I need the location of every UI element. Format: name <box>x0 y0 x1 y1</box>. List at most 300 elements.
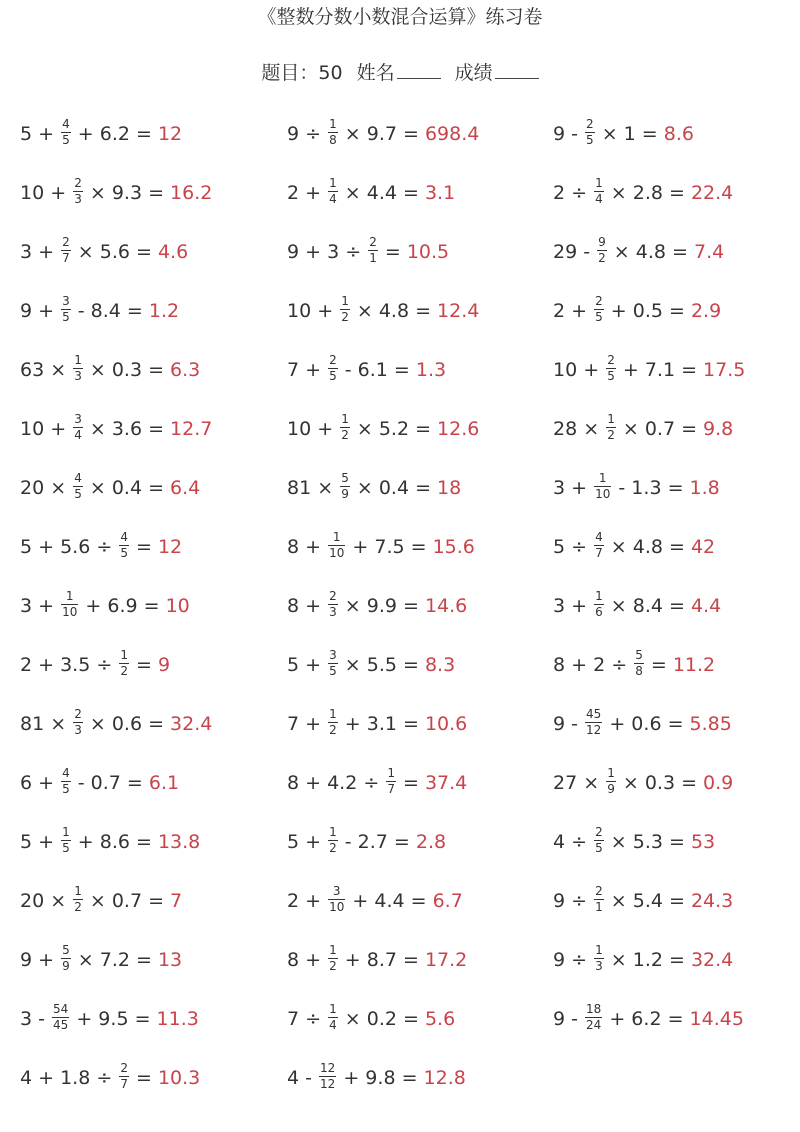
expression-text: 28 × <box>553 417 606 440</box>
fraction-denominator: 5 <box>62 782 70 796</box>
fraction <box>585 708 602 737</box>
expression-text: 20 × <box>20 889 73 912</box>
fraction-denominator: 8 <box>329 133 337 147</box>
problem-item <box>553 458 720 517</box>
answer-value: 8.3 <box>424 653 456 676</box>
expression-text: × 0.3 = <box>83 358 171 381</box>
fraction-denominator: 2 <box>120 664 128 678</box>
fraction <box>61 944 71 973</box>
fraction <box>61 118 71 147</box>
fraction-denominator: 9 <box>62 959 70 973</box>
answer-value: 1.2 <box>148 299 180 322</box>
fraction-denominator: 3 <box>74 369 82 383</box>
fraction-denominator: 5 <box>595 841 603 855</box>
fraction-numerator: 1 <box>595 589 603 603</box>
expression-text: 9 ÷ <box>287 122 328 145</box>
fraction <box>594 944 604 973</box>
expression-text: - 6.1 = <box>338 358 416 381</box>
fraction-numerator: 45 <box>586 707 602 721</box>
expression-text: 10 + <box>20 417 73 440</box>
problem-item <box>287 340 446 399</box>
expression-text: + 7.5 = <box>346 535 433 558</box>
fraction-denominator: 10 <box>329 546 345 560</box>
expression-text: 4 - <box>287 1066 319 1089</box>
expression-text: 9 + <box>20 948 61 971</box>
fraction-numerator: 2 <box>329 589 337 603</box>
fraction <box>594 590 604 619</box>
answer-value: 10.5 <box>406 240 450 263</box>
expression-text: × 2.8 = <box>604 181 691 204</box>
fraction-numerator: 1 <box>329 943 337 957</box>
expression-text: 9 - <box>553 122 585 145</box>
expression-text: 9 + <box>20 299 61 322</box>
fraction <box>340 295 350 324</box>
problem-row <box>0 104 800 163</box>
answer-value: 11.3 <box>156 1007 199 1030</box>
answer-value: 22.4 <box>690 181 734 204</box>
fraction-numerator: 5 <box>62 943 70 957</box>
expression-text: 5 + <box>287 830 328 853</box>
problem-item <box>287 635 455 694</box>
problem-item <box>553 222 724 281</box>
fraction-denominator: 2 <box>341 428 349 442</box>
fraction-denominator: 5 <box>62 133 70 147</box>
fraction <box>597 236 607 265</box>
fraction-denominator: 45 <box>53 1018 69 1032</box>
fraction-denominator: 10 <box>595 487 611 501</box>
problem-item <box>20 930 182 989</box>
expression-text: × 4.4 = <box>338 181 425 204</box>
fraction-numerator: 1 <box>341 412 349 426</box>
fraction-numerator: 1 <box>120 648 128 662</box>
fraction-numerator: 1 <box>598 471 607 485</box>
expression-text: + 8.7 = <box>338 948 425 971</box>
fraction-denominator: 7 <box>62 251 70 265</box>
problem-row <box>0 576 800 635</box>
fraction-denominator: 5 <box>586 133 594 147</box>
fraction-numerator: 4 <box>120 530 128 544</box>
expression-text: = <box>644 653 673 676</box>
score-blank[interactable] <box>495 64 539 79</box>
fraction-numerator: 1 <box>607 412 615 426</box>
answer-value: 7 <box>170 889 183 912</box>
problem-row <box>0 222 800 281</box>
problem-item <box>553 517 715 576</box>
expression-text: 2 + <box>287 181 328 204</box>
expression-text: × 0.7 = <box>83 889 171 912</box>
expression-text: 5 + <box>20 122 61 145</box>
fraction-denominator: 5 <box>595 310 603 324</box>
answer-value: 53 <box>690 830 716 853</box>
fraction-denominator: 2 <box>74 900 82 914</box>
fraction <box>119 531 129 560</box>
problem-item <box>287 576 467 635</box>
expression-text: 10 + <box>287 417 340 440</box>
expression-text: × 5.5 = <box>338 653 425 676</box>
expression-text: 5 ÷ <box>553 535 594 558</box>
problem-item <box>553 989 744 1048</box>
fraction-denominator: 5 <box>62 310 70 324</box>
expression-text: + 9.8 = <box>337 1066 424 1089</box>
fraction <box>328 944 338 973</box>
name-label: 姓名 <box>356 62 395 84</box>
answer-value: 4.4 <box>690 594 722 617</box>
fraction-denominator: 5 <box>74 487 82 501</box>
fraction <box>594 177 604 206</box>
expression-text: + 6.9 = <box>79 594 166 617</box>
fraction-numerator: 9 <box>598 235 606 249</box>
fraction <box>634 649 644 678</box>
problem-item <box>20 871 182 930</box>
problem-item <box>20 812 200 871</box>
problem-item <box>287 222 449 281</box>
expression-text: 8 + 2 ÷ <box>553 653 634 676</box>
fraction <box>328 826 338 855</box>
problem-item <box>20 517 182 576</box>
fraction-numerator: 2 <box>369 235 377 249</box>
problem-item <box>287 694 467 753</box>
fraction-numerator: 1 <box>74 884 82 898</box>
fraction <box>73 885 83 914</box>
fraction-denominator: 5 <box>607 369 615 383</box>
answer-value: 2.8 <box>415 830 447 853</box>
fraction <box>61 236 71 265</box>
problem-row <box>0 281 800 340</box>
fraction <box>328 885 345 914</box>
problem-item <box>20 399 212 458</box>
name-blank[interactable] <box>397 64 441 79</box>
fraction-numerator: 2 <box>120 1061 128 1075</box>
expression-text: × 4.8 = <box>607 240 694 263</box>
problem-item <box>553 930 733 989</box>
fraction-numerator: 18 <box>586 1002 602 1016</box>
expression-text: × 4.8 = <box>350 299 438 322</box>
expression-text: 10 + <box>287 299 340 322</box>
answer-value: 13 <box>157 948 183 971</box>
problem-item <box>553 753 733 812</box>
problem-row <box>0 399 800 458</box>
fraction <box>119 649 129 678</box>
fraction-numerator: 1 <box>387 766 395 780</box>
fraction <box>594 295 604 324</box>
problem-grid <box>0 104 800 1114</box>
fraction <box>594 531 604 560</box>
expression-text: 9 + 3 ÷ <box>287 240 368 263</box>
fraction <box>328 118 338 147</box>
expression-text: 7 + <box>287 712 328 735</box>
answer-value: 10.6 <box>424 712 468 735</box>
fraction-denominator: 9 <box>341 487 349 501</box>
expression-text: 4 ÷ <box>553 830 594 853</box>
expression-text: - 8.4 = <box>71 299 149 322</box>
fraction-numerator: 1 <box>329 1002 337 1016</box>
answer-value: 37.4 <box>424 771 468 794</box>
problem-item <box>20 753 179 812</box>
answer-value: 3.1 <box>424 181 456 204</box>
problem-row <box>0 340 800 399</box>
expression-text: 81 × <box>287 476 340 499</box>
expression-text: 9 - <box>553 1007 585 1030</box>
expression-text: × 9.9 = <box>338 594 425 617</box>
fraction-denominator: 3 <box>74 723 82 737</box>
fraction-numerator: 4 <box>74 471 82 485</box>
fraction-denominator: 2 <box>329 723 337 737</box>
answer-value: 42 <box>690 535 716 558</box>
fraction-numerator: 1 <box>74 353 82 367</box>
problem-item <box>287 458 461 517</box>
fraction-numerator: 12 <box>320 1061 336 1075</box>
fraction <box>61 295 71 324</box>
problem-item <box>20 635 170 694</box>
expression-text: - 1.3 = <box>612 476 690 499</box>
expression-text: × 5.4 = <box>604 889 691 912</box>
problem-row <box>0 753 800 812</box>
fraction <box>328 649 338 678</box>
answer-value: 11.2 <box>672 653 716 676</box>
problem-item <box>20 340 200 399</box>
expression-text: + 0.6 = <box>603 712 690 735</box>
expression-text: 8 + 4.2 ÷ <box>287 771 386 794</box>
answer-value: 9.8 <box>703 417 734 440</box>
fraction-denominator: 3 <box>329 605 337 619</box>
problem-item <box>287 399 479 458</box>
problem-item <box>20 104 182 163</box>
fraction-denominator: 10 <box>329 900 345 914</box>
fraction-denominator: 7 <box>387 782 395 796</box>
problem-item <box>287 930 467 989</box>
fraction-numerator: 4 <box>62 117 70 131</box>
fraction <box>594 885 604 914</box>
expression-text: 9 ÷ <box>553 948 594 971</box>
fraction-numerator: 2 <box>595 825 603 839</box>
fraction-numerator: 2 <box>586 117 594 131</box>
expression-text: × 5.2 = <box>350 417 438 440</box>
expression-text: 7 + <box>287 358 328 381</box>
fraction <box>73 472 83 501</box>
answer-value: 12 <box>157 122 183 145</box>
answer-value: 5.6 <box>424 1007 456 1030</box>
expression-text: × 0.3 = <box>616 771 704 794</box>
fraction-denominator: 12 <box>320 1077 336 1091</box>
expression-text: × 5.3 = <box>604 830 691 853</box>
problem-item <box>553 635 715 694</box>
expression-text: × 0.7 = <box>616 417 704 440</box>
fraction-numerator: 2 <box>607 353 615 367</box>
answer-value: 6.1 <box>148 771 180 794</box>
problem-row <box>0 635 800 694</box>
fraction <box>606 413 616 442</box>
fraction-denominator: 4 <box>74 428 82 442</box>
expression-text: × 9.3 = <box>83 181 171 204</box>
problem-item <box>553 104 694 163</box>
fraction-denominator: 10 <box>62 605 78 619</box>
answer-value: 18 <box>437 476 462 499</box>
expression-text: = <box>378 240 407 263</box>
answer-value: 32.4 <box>690 948 734 971</box>
answer-value: 6.4 <box>170 476 201 499</box>
fraction-denominator: 4 <box>329 1018 337 1032</box>
fraction <box>328 177 338 206</box>
fraction-denominator: 5 <box>62 841 70 855</box>
expression-text: + 4.4 = <box>346 889 433 912</box>
expression-text: × 0.4 = <box>350 476 438 499</box>
answer-value: 10.3 <box>157 1066 201 1089</box>
answer-value: 12.4 <box>437 299 480 322</box>
worksheet-info <box>0 58 800 85</box>
fraction-numerator: 1 <box>595 943 603 957</box>
expression-text: × 9.7 = <box>338 122 425 145</box>
answer-value: 32.4 <box>170 712 213 735</box>
expression-text: 2 ÷ <box>553 181 594 204</box>
expression-text: 6 + <box>20 771 61 794</box>
fraction <box>340 413 350 442</box>
fraction <box>340 472 350 501</box>
expression-text: 2 + <box>553 299 594 322</box>
fraction-numerator: 1 <box>341 294 349 308</box>
fraction <box>61 826 71 855</box>
expression-text: - 0.7 = <box>71 771 149 794</box>
expression-text: × 5.6 = <box>71 240 158 263</box>
problem-row <box>0 930 800 989</box>
expression-text: × 0.2 = <box>338 1007 425 1030</box>
fraction-numerator: 1 <box>595 176 603 190</box>
fraction-denominator: 24 <box>586 1018 602 1032</box>
expression-text: 7 ÷ <box>287 1007 328 1030</box>
answer-value: 1.8 <box>689 476 720 499</box>
fraction-denominator: 1 <box>369 251 377 265</box>
answer-value: 2.9 <box>690 299 722 322</box>
problem-item <box>553 163 733 222</box>
problem-item <box>287 517 475 576</box>
problem-item <box>20 989 199 1048</box>
answer-value: 14.6 <box>424 594 468 617</box>
fraction-numerator: 2 <box>62 235 70 249</box>
expression-text: 3 + <box>553 476 594 499</box>
problem-item <box>553 576 721 635</box>
fraction-denominator: 2 <box>341 310 349 324</box>
problem-row <box>0 989 800 1048</box>
problem-item <box>287 1048 466 1107</box>
fraction-numerator: 1 <box>607 766 615 780</box>
expression-text: 8 + <box>287 594 328 617</box>
fraction <box>73 177 83 206</box>
fraction-numerator: 3 <box>62 294 70 308</box>
problem-count-value: 50 <box>318 62 343 84</box>
fraction <box>328 354 338 383</box>
problem-item <box>553 871 733 930</box>
fraction-denominator: 4 <box>595 192 603 206</box>
problem-item <box>20 163 212 222</box>
score-label: 成绩 <box>454 62 493 84</box>
fraction <box>594 826 604 855</box>
answer-value: 14.45 <box>689 1007 744 1030</box>
fraction-denominator: 5 <box>329 664 337 678</box>
problem-item <box>553 340 745 399</box>
worksheet-title: 《整数分数小数混合运算》练习卷 <box>257 6 543 28</box>
fraction-numerator: 4 <box>595 530 603 544</box>
fraction <box>585 1003 602 1032</box>
answer-value: 1.3 <box>415 358 447 381</box>
answer-value: 7.4 <box>693 240 725 263</box>
expression-text: × 4.8 = <box>604 535 691 558</box>
answer-value: 15.6 <box>432 535 475 558</box>
expression-text: × 0.6 = <box>83 712 171 735</box>
fraction-numerator: 2 <box>329 353 337 367</box>
expression-text: = <box>396 771 425 794</box>
answer-value: 8.6 <box>663 122 694 145</box>
fraction-numerator: 54 <box>53 1002 69 1016</box>
answer-value: 17.5 <box>703 358 746 381</box>
problem-item <box>287 163 455 222</box>
expression-text: + 8.6 = <box>71 830 158 853</box>
answer-value: 10 <box>165 594 190 617</box>
fraction <box>73 708 83 737</box>
fraction <box>61 767 71 796</box>
problem-item <box>287 989 455 1048</box>
answer-value: 13.8 <box>157 830 201 853</box>
fraction <box>585 118 595 147</box>
fraction-numerator: 5 <box>635 648 643 662</box>
problem-item <box>20 222 188 281</box>
expression-text: - 2.7 = <box>338 830 416 853</box>
fraction-denominator: 5 <box>329 369 337 383</box>
expression-text: 3 + <box>553 594 594 617</box>
problem-item <box>287 104 479 163</box>
problem-item <box>287 871 463 930</box>
problem-count-label: 题目： <box>261 62 319 84</box>
fraction <box>73 354 83 383</box>
fraction-denominator: 12 <box>586 723 602 737</box>
fraction-numerator: 2 <box>595 884 603 898</box>
expression-text: 3 + <box>20 594 61 617</box>
fraction <box>328 1003 338 1032</box>
fraction-numerator: 2 <box>74 176 82 190</box>
expression-text: = <box>129 653 158 676</box>
fraction-numerator: 3 <box>329 648 337 662</box>
fraction-numerator: 1 <box>329 825 337 839</box>
fraction <box>328 590 338 619</box>
answer-value: 0.9 <box>703 771 734 794</box>
answer-value: 17.2 <box>424 948 468 971</box>
problem-item <box>287 753 467 812</box>
expression-text: 2 + <box>287 889 328 912</box>
fraction-denominator: 3 <box>74 192 82 206</box>
expression-text: × 8.4 = <box>604 594 691 617</box>
fraction-numerator: 1 <box>329 117 337 131</box>
fraction <box>328 708 338 737</box>
expression-text: 3 + <box>20 240 61 263</box>
problem-row <box>0 871 800 930</box>
fraction-denominator: 2 <box>329 959 337 973</box>
problem-item <box>20 281 179 340</box>
expression-text: 20 × <box>20 476 73 499</box>
expression-text: 5 + <box>20 830 61 853</box>
fraction-numerator: 5 <box>341 471 349 485</box>
answer-value: 5.85 <box>689 712 732 735</box>
expression-text: × 1.2 = <box>604 948 691 971</box>
expression-text: 81 × <box>20 712 73 735</box>
fraction-denominator: 2 <box>607 428 615 442</box>
expression-text: + 9.5 = <box>70 1007 157 1030</box>
problem-item <box>553 812 715 871</box>
expression-text: 27 × <box>553 771 606 794</box>
fraction-numerator: 3 <box>332 884 341 898</box>
expression-text: 8 + <box>287 948 328 971</box>
answer-value: 24.3 <box>690 889 734 912</box>
expression-text: 63 × <box>20 358 73 381</box>
fraction-numerator: 1 <box>62 825 70 839</box>
problem-item <box>553 281 721 340</box>
